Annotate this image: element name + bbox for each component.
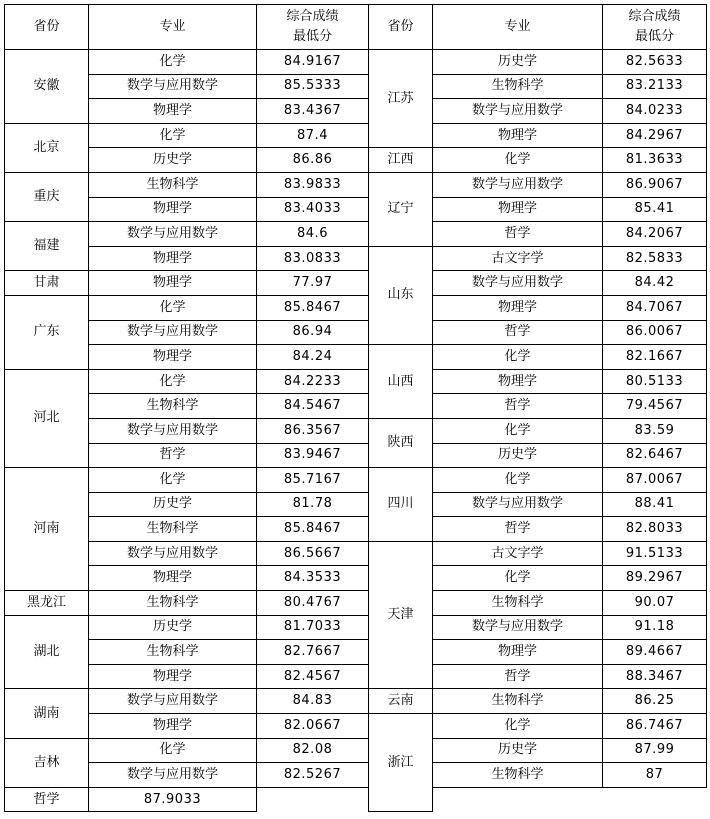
score-cell: 82.7667 bbox=[257, 640, 369, 665]
score-cell: 89.2967 bbox=[603, 566, 707, 591]
major-cell: 化学 bbox=[433, 714, 603, 739]
score-cell: 87.99 bbox=[603, 738, 707, 763]
province-cell: 北京 bbox=[5, 123, 89, 172]
score-cell: 83.4033 bbox=[257, 197, 369, 222]
score-cell: 81.7033 bbox=[257, 615, 369, 640]
table-body bbox=[5, 50, 707, 812]
score-cell: 84.0233 bbox=[603, 99, 707, 124]
province-cell: 天津 bbox=[369, 541, 433, 689]
province-cell: 重庆 bbox=[5, 172, 89, 221]
major-cell: 生物科学 bbox=[433, 763, 603, 788]
table-row bbox=[5, 541, 707, 566]
score-cell: 83.9833 bbox=[257, 172, 369, 197]
province-cell: 四川 bbox=[369, 468, 433, 542]
header-score-line1: 综合成绩 bbox=[628, 9, 681, 24]
province-cell: 山西 bbox=[369, 345, 433, 419]
table-row bbox=[5, 369, 707, 394]
score-cell: 87 bbox=[603, 763, 707, 788]
major-cell: 哲学 bbox=[433, 222, 603, 247]
major-cell: 数学与应用数学 bbox=[89, 74, 257, 99]
major-cell: 生物科学 bbox=[433, 591, 603, 616]
province-cell: 江西 bbox=[369, 148, 433, 173]
table-row bbox=[5, 689, 707, 714]
major-cell: 物理学 bbox=[89, 714, 257, 739]
major-cell: 生物科学 bbox=[89, 591, 257, 616]
table-row bbox=[5, 492, 707, 517]
major-cell: 化学 bbox=[433, 468, 603, 493]
major-cell: 历史学 bbox=[433, 50, 603, 75]
major-cell: 数学与应用数学 bbox=[433, 492, 603, 517]
score-cell: 88.3467 bbox=[603, 664, 707, 689]
score-cell: 88.41 bbox=[603, 492, 707, 517]
province-cell: 安徽 bbox=[5, 50, 89, 124]
province-cell: 陕西 bbox=[369, 418, 433, 467]
score-cell: 81.78 bbox=[257, 492, 369, 517]
score-cell: 86.94 bbox=[257, 320, 369, 345]
score-cell: 91.18 bbox=[603, 615, 707, 640]
header-province-left: 省份 bbox=[5, 5, 89, 50]
table-row bbox=[5, 517, 707, 542]
table-row bbox=[5, 320, 707, 345]
score-cell: 87.9033 bbox=[89, 787, 257, 812]
score-cell: 84.42 bbox=[603, 271, 707, 296]
table-row bbox=[5, 763, 707, 788]
score-cell: 86.86 bbox=[257, 148, 369, 173]
major-cell: 生物科学 bbox=[89, 172, 257, 197]
major-cell: 数学与应用数学 bbox=[89, 222, 257, 247]
table-row bbox=[5, 714, 707, 739]
major-cell: 哲学 bbox=[433, 664, 603, 689]
province-cell: 吉林 bbox=[5, 738, 89, 787]
score-cell: 82.5833 bbox=[603, 246, 707, 271]
score-table bbox=[4, 4, 707, 812]
major-cell: 物理学 bbox=[89, 566, 257, 591]
header-score-line1: 综合成绩 bbox=[286, 9, 339, 24]
major-cell: 生物科学 bbox=[89, 517, 257, 542]
table-row bbox=[5, 664, 707, 689]
major-cell: 化学 bbox=[433, 566, 603, 591]
province-cell: 河南 bbox=[5, 468, 89, 591]
score-cell: 77.97 bbox=[257, 271, 369, 296]
major-cell: 生物科学 bbox=[433, 74, 603, 99]
score-cell: 83.4367 bbox=[257, 99, 369, 124]
major-cell: 化学 bbox=[433, 345, 603, 370]
score-cell: 85.8467 bbox=[257, 517, 369, 542]
major-cell: 古文字学 bbox=[433, 246, 603, 271]
major-cell: 物理学 bbox=[433, 640, 603, 665]
major-cell: 生物科学 bbox=[433, 689, 603, 714]
score-cell: 89.4667 bbox=[603, 640, 707, 665]
major-cell: 数学与应用数学 bbox=[89, 320, 257, 345]
province-cell: 浙江 bbox=[369, 714, 433, 812]
major-cell: 物理学 bbox=[89, 197, 257, 222]
score-cell: 84.9167 bbox=[257, 50, 369, 75]
province-cell: 黑龙江 bbox=[5, 591, 89, 616]
table-row bbox=[5, 74, 707, 99]
major-cell: 数学与应用数学 bbox=[433, 99, 603, 124]
score-cell: 84.2233 bbox=[257, 369, 369, 394]
major-cell: 哲学 bbox=[433, 320, 603, 345]
table-row bbox=[5, 246, 707, 271]
major-cell: 生物科学 bbox=[89, 394, 257, 419]
province-cell: 湖北 bbox=[5, 615, 89, 689]
header-major-right: 专业 bbox=[433, 5, 603, 50]
major-cell: 历史学 bbox=[433, 738, 603, 763]
table-row bbox=[5, 345, 707, 370]
major-cell: 物理学 bbox=[89, 345, 257, 370]
score-cell: 85.41 bbox=[603, 197, 707, 222]
major-cell: 化学 bbox=[89, 738, 257, 763]
major-cell: 数学与应用数学 bbox=[89, 763, 257, 788]
province-cell: 福建 bbox=[5, 222, 89, 271]
major-cell: 生物科学 bbox=[89, 640, 257, 665]
table-row bbox=[5, 123, 707, 148]
major-cell: 化学 bbox=[89, 50, 257, 75]
header-row bbox=[5, 5, 707, 50]
score-cell: 82.5633 bbox=[603, 50, 707, 75]
score-cell: 83.0833 bbox=[257, 246, 369, 271]
score-cell: 82.0667 bbox=[257, 714, 369, 739]
table-row bbox=[5, 148, 707, 173]
major-cell: 化学 bbox=[89, 468, 257, 493]
major-cell: 数学与应用数学 bbox=[433, 615, 603, 640]
score-cell: 85.8467 bbox=[257, 295, 369, 320]
major-cell: 物理学 bbox=[433, 295, 603, 320]
score-cell: 82.08 bbox=[257, 738, 369, 763]
major-cell: 数学与应用数学 bbox=[433, 172, 603, 197]
score-cell: 86.5667 bbox=[257, 541, 369, 566]
score-cell: 84.5467 bbox=[257, 394, 369, 419]
score-cell: 80.5133 bbox=[603, 369, 707, 394]
table-row bbox=[5, 50, 707, 75]
major-cell: 哲学 bbox=[433, 517, 603, 542]
table-row bbox=[5, 787, 707, 812]
table-row bbox=[5, 468, 707, 493]
major-cell: 数学与应用数学 bbox=[433, 271, 603, 296]
major-cell: 历史学 bbox=[89, 148, 257, 173]
score-cell: 81.3633 bbox=[603, 148, 707, 173]
major-cell: 化学 bbox=[89, 123, 257, 148]
province-cell: 山东 bbox=[369, 246, 433, 344]
score-cell: 84.2967 bbox=[603, 123, 707, 148]
score-cell: 87.0067 bbox=[603, 468, 707, 493]
major-cell: 物理学 bbox=[89, 246, 257, 271]
score-cell: 82.5267 bbox=[257, 763, 369, 788]
header-province-right: 省份 bbox=[369, 5, 433, 50]
table-row bbox=[5, 443, 707, 468]
table-row bbox=[5, 591, 707, 616]
score-cell: 86.3567 bbox=[257, 418, 369, 443]
table-row bbox=[5, 640, 707, 665]
table-row bbox=[5, 394, 707, 419]
major-cell: 物理学 bbox=[89, 664, 257, 689]
province-cell: 江苏 bbox=[369, 50, 433, 148]
score-cell: 84.6 bbox=[257, 222, 369, 247]
score-cell: 85.5333 bbox=[257, 74, 369, 99]
major-cell: 数学与应用数学 bbox=[89, 689, 257, 714]
table-row bbox=[5, 172, 707, 197]
table-row bbox=[5, 197, 707, 222]
table-row bbox=[5, 615, 707, 640]
score-cell: 83.9467 bbox=[257, 443, 369, 468]
major-cell: 物理学 bbox=[433, 197, 603, 222]
header-major-left: 专业 bbox=[89, 5, 257, 50]
table-row bbox=[5, 418, 707, 443]
province-cell: 辽宁 bbox=[369, 172, 433, 246]
score-cell: 86.9067 bbox=[603, 172, 707, 197]
major-cell: 物理学 bbox=[433, 369, 603, 394]
score-cell: 84.2067 bbox=[603, 222, 707, 247]
major-cell: 历史学 bbox=[89, 615, 257, 640]
major-cell: 历史学 bbox=[433, 443, 603, 468]
score-cell: 82.4567 bbox=[257, 664, 369, 689]
score-cell: 85.7167 bbox=[257, 468, 369, 493]
major-cell: 哲学 bbox=[5, 787, 89, 812]
score-cell: 83.2133 bbox=[603, 74, 707, 99]
major-cell: 数学与应用数学 bbox=[89, 418, 257, 443]
major-cell: 古文字学 bbox=[433, 541, 603, 566]
header-score-line2: 最低分 bbox=[292, 29, 332, 44]
score-table-container bbox=[4, 4, 706, 812]
table-row bbox=[5, 99, 707, 124]
score-cell: 86.25 bbox=[603, 689, 707, 714]
major-cell: 哲学 bbox=[89, 443, 257, 468]
score-cell: 87.4 bbox=[257, 123, 369, 148]
score-cell: 84.83 bbox=[257, 689, 369, 714]
score-cell: 82.8033 bbox=[603, 517, 707, 542]
major-cell: 数学与应用数学 bbox=[89, 541, 257, 566]
score-cell: 79.4567 bbox=[603, 394, 707, 419]
major-cell: 物理学 bbox=[89, 99, 257, 124]
major-cell: 历史学 bbox=[89, 492, 257, 517]
major-cell: 化学 bbox=[89, 369, 257, 394]
province-cell: 云南 bbox=[369, 689, 433, 714]
major-cell: 哲学 bbox=[433, 394, 603, 419]
header-score-left bbox=[257, 5, 369, 50]
header-score-right bbox=[603, 5, 707, 50]
score-cell: 82.6467 bbox=[603, 443, 707, 468]
table-row bbox=[5, 295, 707, 320]
score-cell: 91.5133 bbox=[603, 541, 707, 566]
table-row bbox=[5, 566, 707, 591]
table-row bbox=[5, 738, 707, 763]
score-cell: 80.4767 bbox=[257, 591, 369, 616]
score-cell: 84.3533 bbox=[257, 566, 369, 591]
score-cell: 86.0067 bbox=[603, 320, 707, 345]
province-cell: 湖南 bbox=[5, 689, 89, 738]
score-cell: 90.07 bbox=[603, 591, 707, 616]
score-cell: 86.7467 bbox=[603, 714, 707, 739]
score-cell: 84.24 bbox=[257, 345, 369, 370]
major-cell: 化学 bbox=[433, 148, 603, 173]
score-cell: 83.59 bbox=[603, 418, 707, 443]
score-cell: 82.1667 bbox=[603, 345, 707, 370]
province-cell: 甘肃 bbox=[5, 271, 89, 296]
major-cell: 物理学 bbox=[89, 271, 257, 296]
province-cell: 广东 bbox=[5, 295, 89, 369]
major-cell: 物理学 bbox=[433, 123, 603, 148]
score-cell: 84.7067 bbox=[603, 295, 707, 320]
table-row bbox=[5, 222, 707, 247]
major-cell: 化学 bbox=[89, 295, 257, 320]
province-cell: 河北 bbox=[5, 369, 89, 467]
table-row bbox=[5, 271, 707, 296]
major-cell: 化学 bbox=[433, 418, 603, 443]
header-score-line2: 最低分 bbox=[634, 29, 674, 44]
